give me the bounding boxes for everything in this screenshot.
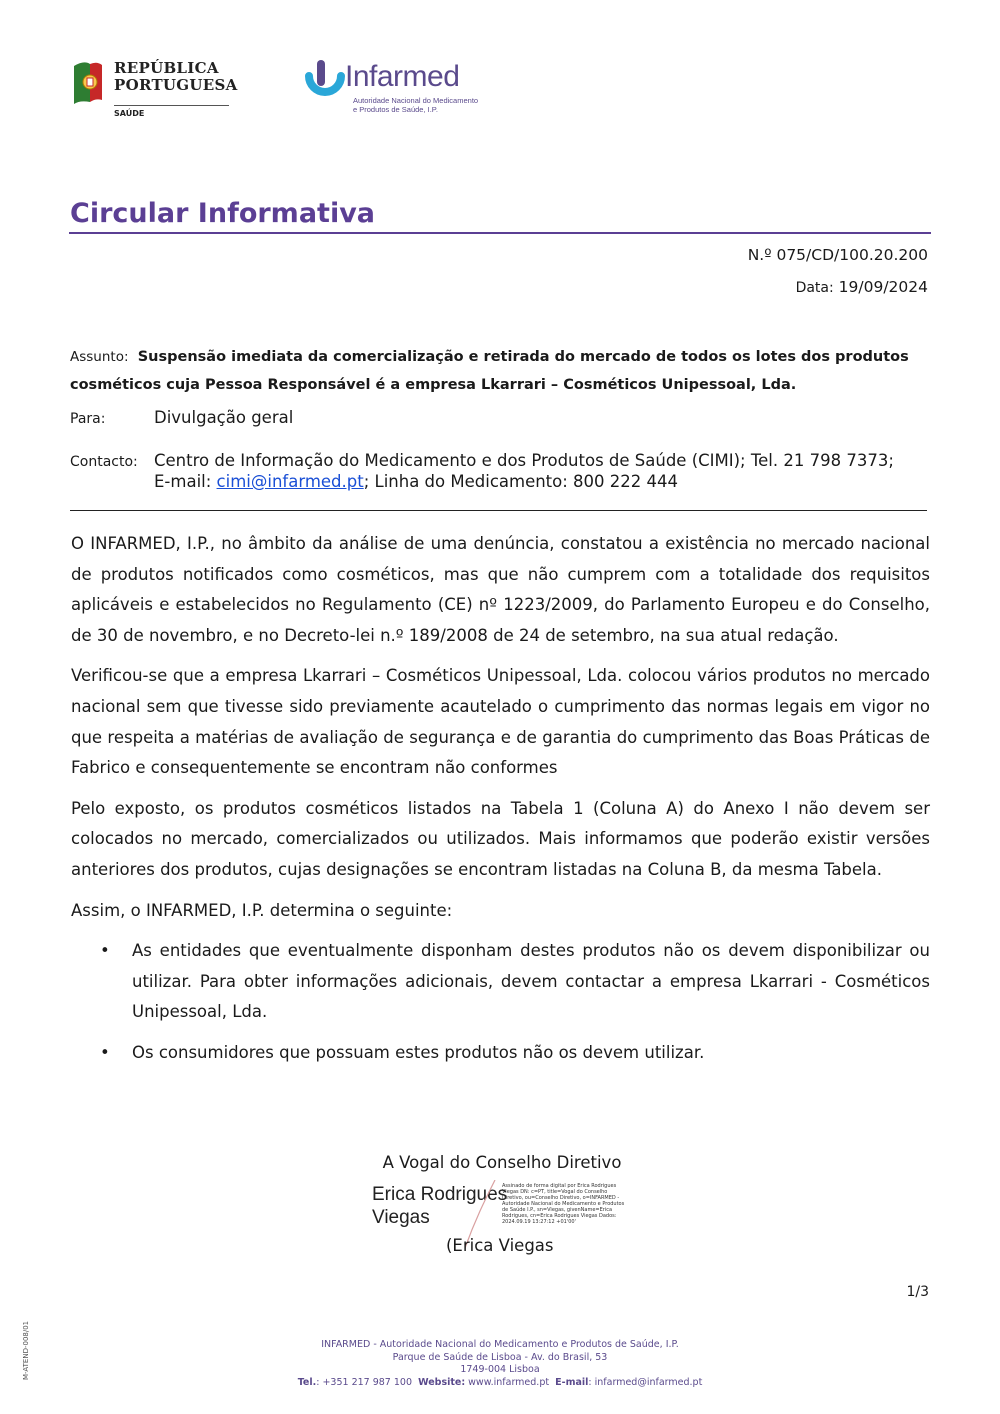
footer-web-label: Website: — [418, 1376, 466, 1388]
infarmed-logo-sub-1: Autoridade Nacional do Medicamento — [353, 96, 479, 105]
body-paragraph-2: Verificou-se que a empresa Lkarrari – Cosméticos Unipessoal, Lda. colocou vários produtos no mercado nacional sem que tivesse sido previamente acautelado o cumprimento das normas legais em vigor no que respeita a matérias de avaliação de segurança e de garantia do cumprimento das Boas Práticas de Fabrico e consequentemente se encontram não conformes — [71, 666, 930, 778]
body-paragraph-1: O INFARMED, I.P., no âmbito da análise de uma denúncia, constatou a existência no mercado nacional de produtos notificados como cosméticos, mas que não cumprem com a totalidade dos requisitos aplicáveis e estabelecidos no Regulamento (CE) nº 1223/2009, do Parlamento Europeu e do Conselho, de 30 de novembro, e no Decreto-lei n.º 189/2008 de 24 de setembro, na sua atual redação. — [71, 534, 930, 645]
list-item: • As entidades que eventualmente disponham destes produtos não os devem disponibilizar ou utilizar. Para obter informações adicionais, devem contactar a empresa Lkarrari - Cosméticos Unipessoal, Lda. — [71, 936, 930, 1028]
contact-label: Contacto: — [70, 454, 138, 470]
footer-tel-label: Tel. — [297, 1376, 317, 1388]
portuguese-flag-icon — [70, 60, 104, 104]
document-date — [796, 278, 928, 296]
determination-list — [71, 936, 930, 1068]
contact-email-link[interactable]: cimi@infarmed.pt — [216, 472, 364, 491]
footer-email-label: E-mail — [555, 1376, 589, 1388]
recipient-label: Para: — [70, 411, 106, 427]
rp-logo-sub: SAÚDE — [114, 105, 229, 118]
footer — [0, 1339, 1000, 1389]
recipient-value: Divulgação geral — [154, 408, 294, 427]
list-item: • Os consumidores que possuam estes produtos não os devem utilizar. — [71, 1038, 930, 1069]
contact-row — [70, 450, 935, 492]
footer-email-value[interactable]: : infarmed@infarmed.pt — [588, 1376, 703, 1388]
rp-logo-line2: PORTUGUESA — [114, 76, 238, 94]
footer-web-value[interactable]: www.infarmed.pt — [465, 1376, 550, 1388]
digital-signature-details: Assinado de forma digital por Erica Rodrigues Viegas DN: c=PT, title=Vogal do Conselho Diretivo, ou=Conselho Diretivo, o=INFARMED - Autoridade Nacional do Medicamento e Produtos de Saúde I.P., sn=Viegas, givenName=Erica Rodrigues, cn=Erica Rodrigues Viegas Dados: 2024.09.19 13:27:12 +01'00' — [502, 1183, 625, 1225]
infarmed-logo-sub-2: e Produtos de Saúde, I.P. — [353, 105, 438, 114]
footer-line2: Parque de Saúde de Lisboa - Av. do Brasil, 53 — [392, 1351, 608, 1363]
subject-label: Assunto: — [70, 349, 129, 365]
contact-line2-suffix: ; Linha do Medicamento: 800 222 444 — [363, 472, 679, 491]
form-code: M-ATEND-008/01 — [22, 1320, 30, 1380]
footer-line1: INFARMED - Autoridade Nacional do Medicamento e Produtos de Saúde, I.P. — [321, 1339, 679, 1350]
contact-line1: Centro de Informação do Medicamento e dos Produtos de Saúde (CIMI); Tel. 21 798 7373; — [154, 451, 894, 470]
infarmed-mark-icon — [303, 58, 347, 102]
contact-email-prefix: E-mail: — [154, 472, 217, 491]
republica-portuguesa-logo — [70, 58, 240, 120]
subject-text: Suspensão imediata da comercialização e retirada do mercado de todos os lotes dos produtos cosméticos cuja Pessoa Responsável é a empresa Lkarrari – Cosméticos Unipessoal, Lda. — [70, 349, 909, 393]
title-divider — [69, 232, 931, 234]
footer-line3: 1749-004 Lisboa — [460, 1364, 540, 1375]
contact-divider — [70, 510, 927, 511]
infarmed-logo — [303, 58, 483, 120]
body-paragraph-3: Pelo exposto, os produtos cosméticos listados na Tabela 1 (Coluna A) do Anexo I não devem ser colocados no mercado, comercializados ou utilizados. Mais informamos que poderão existir versões anteriores dos produtos, cujas designações se encontram listadas na Coluna B, da mesma Tabela. — [71, 798, 930, 879]
footer-tel-value: : +351 217 987 100 — [316, 1376, 413, 1388]
infarmed-logo-name: Infarmed — [345, 60, 460, 93]
recipient-row — [70, 408, 293, 427]
page-number: 1/3 — [906, 1284, 929, 1300]
signature-name-line1: Erica Rodrigues — [372, 1184, 508, 1205]
subject — [70, 343, 930, 399]
body-text — [71, 529, 930, 1079]
signatory-printed-name: (Erica Viegas — [446, 1236, 554, 1255]
rp-logo-line1: REPÚBLICA — [114, 59, 219, 77]
signatory-role: A Vogal do Conselho Diretivo — [382, 1153, 622, 1172]
date-value: 19/09/2024 — [838, 278, 928, 296]
signature-name-line2: Viegas — [372, 1207, 430, 1228]
body-paragraph-4: Assim, o INFARMED, I.P. determina o seguinte: — [71, 900, 453, 920]
reference-number: N.º 075/CD/100.20.200 — [747, 246, 928, 264]
document-title: Circular Informativa — [70, 198, 376, 229]
footer-contacts — [0, 1377, 1000, 1390]
date-label: Data: — [795, 280, 834, 296]
